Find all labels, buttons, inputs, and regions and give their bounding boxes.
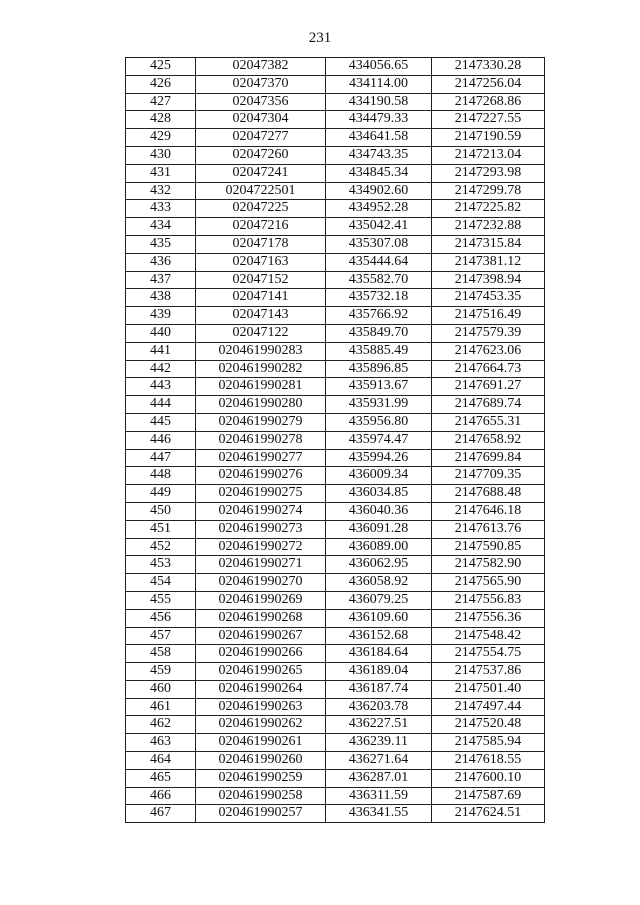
row-index-cell: 425 <box>126 58 196 76</box>
point-id-cell: 02047304 <box>196 111 326 129</box>
y-coordinate-cell: 2147520.48 <box>432 716 545 734</box>
table-row <box>126 218 545 236</box>
x-coordinate-cell: 435042.41 <box>326 218 432 236</box>
y-coordinate-cell: 2147556.83 <box>432 591 545 609</box>
table-row <box>126 378 545 396</box>
row-index-cell: 426 <box>126 75 196 93</box>
y-coordinate-cell: 2147398.94 <box>432 271 545 289</box>
row-index-cell: 460 <box>126 680 196 698</box>
y-coordinate-cell: 2147516.49 <box>432 307 545 325</box>
table-row <box>126 129 545 147</box>
table-row <box>126 75 545 93</box>
y-coordinate-cell: 2147709.35 <box>432 467 545 485</box>
y-coordinate-cell: 2147579.39 <box>432 324 545 342</box>
coordinates-table <box>125 57 545 823</box>
point-id-cell: 020461990280 <box>196 396 326 414</box>
point-id-cell: 02047225 <box>196 200 326 218</box>
y-coordinate-cell: 2147587.69 <box>432 787 545 805</box>
y-coordinate-cell: 2147537.86 <box>432 663 545 681</box>
table-row <box>126 663 545 681</box>
point-id-cell: 020461990263 <box>196 698 326 716</box>
y-coordinate-cell: 2147501.40 <box>432 680 545 698</box>
point-id-cell: 02047241 <box>196 164 326 182</box>
x-coordinate-cell: 436227.51 <box>326 716 432 734</box>
x-coordinate-cell: 436189.04 <box>326 663 432 681</box>
x-coordinate-cell: 436079.25 <box>326 591 432 609</box>
row-index-cell: 463 <box>126 734 196 752</box>
row-index-cell: 438 <box>126 289 196 307</box>
y-coordinate-cell: 2147623.06 <box>432 342 545 360</box>
x-coordinate-cell: 436311.59 <box>326 787 432 805</box>
x-coordinate-cell: 434952.28 <box>326 200 432 218</box>
x-coordinate-cell: 436109.60 <box>326 609 432 627</box>
point-id-cell: 02047122 <box>196 324 326 342</box>
row-index-cell: 432 <box>126 182 196 200</box>
y-coordinate-cell: 2147582.90 <box>432 556 545 574</box>
y-coordinate-cell: 2147497.44 <box>432 698 545 716</box>
row-index-cell: 464 <box>126 752 196 770</box>
x-coordinate-cell: 435994.26 <box>326 449 432 467</box>
table-row <box>126 538 545 556</box>
table-row <box>126 431 545 449</box>
page-number: 231 <box>308 30 332 46</box>
point-id-cell: 02047141 <box>196 289 326 307</box>
x-coordinate-cell: 434641.58 <box>326 129 432 147</box>
x-coordinate-cell: 434743.35 <box>326 146 432 164</box>
table-row <box>126 734 545 752</box>
x-coordinate-cell: 435307.08 <box>326 235 432 253</box>
y-coordinate-cell: 2147565.90 <box>432 574 545 592</box>
x-coordinate-cell: 434056.65 <box>326 58 432 76</box>
row-index-cell: 446 <box>126 431 196 449</box>
y-coordinate-cell: 2147618.55 <box>432 752 545 770</box>
row-index-cell: 437 <box>126 271 196 289</box>
y-coordinate-cell: 2147664.73 <box>432 360 545 378</box>
x-coordinate-cell: 435974.47 <box>326 431 432 449</box>
x-coordinate-cell: 435896.85 <box>326 360 432 378</box>
point-id-cell: 02047356 <box>196 93 326 111</box>
point-id-cell: 020461990277 <box>196 449 326 467</box>
table-row <box>126 609 545 627</box>
y-coordinate-cell: 2147268.86 <box>432 93 545 111</box>
row-index-cell: 461 <box>126 698 196 716</box>
row-index-cell: 462 <box>126 716 196 734</box>
y-coordinate-cell: 2147213.04 <box>432 146 545 164</box>
table-row <box>126 360 545 378</box>
row-index-cell: 441 <box>126 342 196 360</box>
row-index-cell: 442 <box>126 360 196 378</box>
y-coordinate-cell: 2147554.75 <box>432 645 545 663</box>
row-index-cell: 435 <box>126 235 196 253</box>
y-coordinate-cell: 2147227.55 <box>432 111 545 129</box>
point-id-cell: 02047370 <box>196 75 326 93</box>
y-coordinate-cell: 2147655.31 <box>432 413 545 431</box>
row-index-cell: 445 <box>126 413 196 431</box>
y-coordinate-cell: 2147646.18 <box>432 502 545 520</box>
point-id-cell: 020461990260 <box>196 752 326 770</box>
point-id-cell: 02047178 <box>196 235 326 253</box>
point-id-cell: 020461990259 <box>196 769 326 787</box>
x-coordinate-cell: 436034.85 <box>326 485 432 503</box>
table-row <box>126 449 545 467</box>
x-coordinate-cell: 436058.92 <box>326 574 432 592</box>
point-id-cell: 020461990279 <box>196 413 326 431</box>
point-id-cell: 02047152 <box>196 271 326 289</box>
x-coordinate-cell: 434114.00 <box>326 75 432 93</box>
x-coordinate-cell: 436341.55 <box>326 805 432 823</box>
point-id-cell: 020461990261 <box>196 734 326 752</box>
point-id-cell: 020461990275 <box>196 485 326 503</box>
row-index-cell: 439 <box>126 307 196 325</box>
table-row <box>126 805 545 823</box>
x-coordinate-cell: 436271.64 <box>326 752 432 770</box>
table-row <box>126 324 545 342</box>
table-row <box>126 307 545 325</box>
point-id-cell: 020461990270 <box>196 574 326 592</box>
table-row <box>126 520 545 538</box>
row-index-cell: 458 <box>126 645 196 663</box>
y-coordinate-cell: 2147613.76 <box>432 520 545 538</box>
point-id-cell: 020461990266 <box>196 645 326 663</box>
point-id-cell: 02047163 <box>196 253 326 271</box>
row-index-cell: 453 <box>126 556 196 574</box>
y-coordinate-cell: 2147658.92 <box>432 431 545 449</box>
row-index-cell: 466 <box>126 787 196 805</box>
table-row <box>126 271 545 289</box>
y-coordinate-cell: 2147299.78 <box>432 182 545 200</box>
table-row <box>126 591 545 609</box>
table-row <box>126 342 545 360</box>
point-id-cell: 020461990269 <box>196 591 326 609</box>
row-index-cell: 428 <box>126 111 196 129</box>
row-index-cell: 436 <box>126 253 196 271</box>
y-coordinate-cell: 2147381.12 <box>432 253 545 271</box>
table-row <box>126 182 545 200</box>
y-coordinate-cell: 2147590.85 <box>432 538 545 556</box>
x-coordinate-cell: 434190.58 <box>326 93 432 111</box>
table-row <box>126 235 545 253</box>
y-coordinate-cell: 2147691.27 <box>432 378 545 396</box>
table-row <box>126 413 545 431</box>
table-row <box>126 787 545 805</box>
row-index-cell: 454 <box>126 574 196 592</box>
x-coordinate-cell: 436187.74 <box>326 680 432 698</box>
table-row <box>126 58 545 76</box>
x-coordinate-cell: 434845.34 <box>326 164 432 182</box>
row-index-cell: 434 <box>126 218 196 236</box>
x-coordinate-cell: 436203.78 <box>326 698 432 716</box>
x-coordinate-cell: 436091.28 <box>326 520 432 538</box>
row-index-cell: 455 <box>126 591 196 609</box>
x-coordinate-cell: 435931.99 <box>326 396 432 414</box>
x-coordinate-cell: 435444.64 <box>326 253 432 271</box>
x-coordinate-cell: 435913.67 <box>326 378 432 396</box>
row-index-cell: 440 <box>126 324 196 342</box>
table-row <box>126 752 545 770</box>
row-index-cell: 449 <box>126 485 196 503</box>
table-row <box>126 200 545 218</box>
x-coordinate-cell: 436152.68 <box>326 627 432 645</box>
table-row <box>126 574 545 592</box>
y-coordinate-cell: 2147548.42 <box>432 627 545 645</box>
row-index-cell: 447 <box>126 449 196 467</box>
table-body <box>126 58 545 823</box>
table-row <box>126 485 545 503</box>
table-row <box>126 289 545 307</box>
y-coordinate-cell: 2147315.84 <box>432 235 545 253</box>
table-row <box>126 396 545 414</box>
row-index-cell: 433 <box>126 200 196 218</box>
table-row <box>126 716 545 734</box>
x-coordinate-cell: 436009.34 <box>326 467 432 485</box>
point-id-cell: 02047277 <box>196 129 326 147</box>
y-coordinate-cell: 2147225.82 <box>432 200 545 218</box>
row-index-cell: 451 <box>126 520 196 538</box>
x-coordinate-cell: 435582.70 <box>326 271 432 289</box>
row-index-cell: 427 <box>126 93 196 111</box>
y-coordinate-cell: 2147600.10 <box>432 769 545 787</box>
x-coordinate-cell: 435956.80 <box>326 413 432 431</box>
table-row <box>126 680 545 698</box>
table-row <box>126 645 545 663</box>
table-row <box>126 769 545 787</box>
y-coordinate-cell: 2147585.94 <box>432 734 545 752</box>
row-index-cell: 465 <box>126 769 196 787</box>
table-row <box>126 556 545 574</box>
x-coordinate-cell: 436184.64 <box>326 645 432 663</box>
x-coordinate-cell: 435849.70 <box>326 324 432 342</box>
point-id-cell: 02047143 <box>196 307 326 325</box>
point-id-cell: 0204722501 <box>196 182 326 200</box>
row-index-cell: 431 <box>126 164 196 182</box>
point-id-cell: 02047260 <box>196 146 326 164</box>
x-coordinate-cell: 436239.11 <box>326 734 432 752</box>
point-id-cell: 020461990272 <box>196 538 326 556</box>
x-coordinate-cell: 434479.33 <box>326 111 432 129</box>
y-coordinate-cell: 2147330.28 <box>432 58 545 76</box>
point-id-cell: 020461990271 <box>196 556 326 574</box>
y-coordinate-cell: 2147293.98 <box>432 164 545 182</box>
row-index-cell: 450 <box>126 502 196 520</box>
y-coordinate-cell: 2147453.35 <box>432 289 545 307</box>
point-id-cell: 020461990274 <box>196 502 326 520</box>
table-row <box>126 627 545 645</box>
row-index-cell: 443 <box>126 378 196 396</box>
point-id-cell: 020461990273 <box>196 520 326 538</box>
y-coordinate-cell: 2147232.88 <box>432 218 545 236</box>
point-id-cell: 020461990281 <box>196 378 326 396</box>
point-id-cell: 020461990283 <box>196 342 326 360</box>
row-index-cell: 459 <box>126 663 196 681</box>
row-index-cell: 456 <box>126 609 196 627</box>
row-index-cell: 429 <box>126 129 196 147</box>
y-coordinate-cell: 2147256.04 <box>432 75 545 93</box>
point-id-cell: 020461990276 <box>196 467 326 485</box>
point-id-cell: 020461990267 <box>196 627 326 645</box>
row-index-cell: 457 <box>126 627 196 645</box>
x-coordinate-cell: 436287.01 <box>326 769 432 787</box>
point-id-cell: 020461990262 <box>196 716 326 734</box>
table-row <box>126 502 545 520</box>
y-coordinate-cell: 2147689.74 <box>432 396 545 414</box>
point-id-cell: 02047216 <box>196 218 326 236</box>
x-coordinate-cell: 434902.60 <box>326 182 432 200</box>
table-row <box>126 253 545 271</box>
row-index-cell: 452 <box>126 538 196 556</box>
point-id-cell: 020461990268 <box>196 609 326 627</box>
y-coordinate-cell: 2147556.36 <box>432 609 545 627</box>
row-index-cell: 467 <box>126 805 196 823</box>
point-id-cell: 02047382 <box>196 58 326 76</box>
y-coordinate-cell: 2147190.59 <box>432 129 545 147</box>
row-index-cell: 430 <box>126 146 196 164</box>
table-row <box>126 467 545 485</box>
point-id-cell: 020461990258 <box>196 787 326 805</box>
x-coordinate-cell: 436089.00 <box>326 538 432 556</box>
y-coordinate-cell: 2147688.48 <box>432 485 545 503</box>
x-coordinate-cell: 435885.49 <box>326 342 432 360</box>
table-row <box>126 146 545 164</box>
point-id-cell: 020461990265 <box>196 663 326 681</box>
point-id-cell: 020461990282 <box>196 360 326 378</box>
x-coordinate-cell: 435766.92 <box>326 307 432 325</box>
table-row <box>126 93 545 111</box>
x-coordinate-cell: 435732.18 <box>326 289 432 307</box>
table-row <box>126 111 545 129</box>
y-coordinate-cell: 2147699.84 <box>432 449 545 467</box>
point-id-cell: 020461990257 <box>196 805 326 823</box>
table-row <box>126 698 545 716</box>
row-index-cell: 444 <box>126 396 196 414</box>
table-row <box>126 164 545 182</box>
x-coordinate-cell: 436040.36 <box>326 502 432 520</box>
point-id-cell: 020461990264 <box>196 680 326 698</box>
y-coordinate-cell: 2147624.51 <box>432 805 545 823</box>
row-index-cell: 448 <box>126 467 196 485</box>
point-id-cell: 020461990278 <box>196 431 326 449</box>
x-coordinate-cell: 436062.95 <box>326 556 432 574</box>
